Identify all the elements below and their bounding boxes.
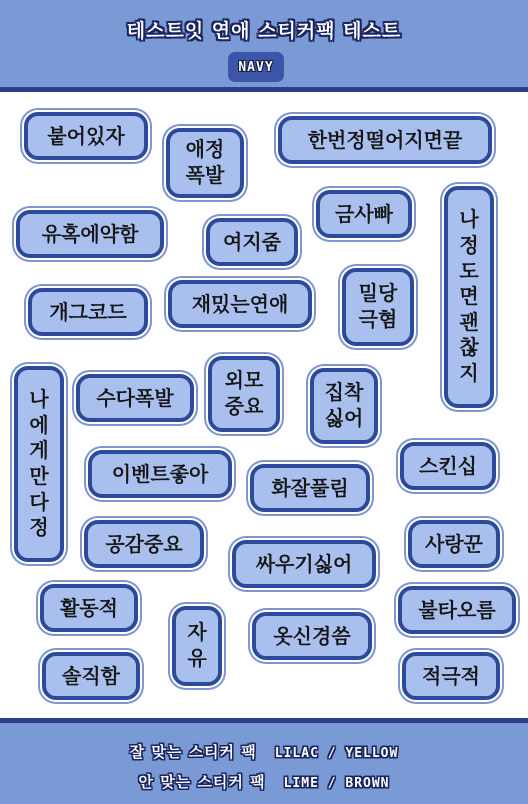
sticker-item[interactable]: 애정 폭발 xyxy=(166,128,244,198)
sticker-item[interactable]: 활동적 xyxy=(40,584,138,632)
sticker-item[interactable]: 나 에 게 만 다 정 xyxy=(14,366,64,562)
sticker-item[interactable]: 나 정 도 면 괜 찮 지 xyxy=(444,186,494,408)
sticker-item[interactable]: 싸우기싫어 xyxy=(232,540,376,588)
good-match-line xyxy=(0,741,528,762)
good-match-value: LILAC / YELLOW xyxy=(274,746,399,761)
pack-color-badge: NAVY xyxy=(228,52,284,82)
sticker-item[interactable]: 이벤트좋아 xyxy=(88,450,232,498)
sticker-item[interactable]: 여지줌 xyxy=(206,218,298,266)
sticker-item[interactable]: 적극적 xyxy=(402,652,500,700)
sticker-item[interactable]: 외모 중요 xyxy=(208,356,280,432)
sticker-item[interactable]: 솔직함 xyxy=(42,652,140,700)
sticker-item[interactable]: 옷신경씀 xyxy=(252,612,372,660)
sticker-item[interactable]: 스킨십 xyxy=(400,442,496,490)
sticker-item[interactable]: 금사빠 xyxy=(316,190,412,238)
footer-banner xyxy=(0,718,528,804)
sticker-item[interactable]: 밀당 극혐 xyxy=(342,268,414,346)
sticker-item[interactable]: 공감중요 xyxy=(84,520,204,568)
header-banner xyxy=(0,0,528,92)
sticker-sheet xyxy=(0,92,528,718)
good-match-label: 잘 맞는 스티커 팩 xyxy=(129,743,257,761)
sticker-item[interactable]: 붙어있자 xyxy=(24,112,148,160)
sticker-item[interactable]: 재밌는연애 xyxy=(168,280,312,328)
bad-match-line xyxy=(0,771,528,792)
sticker-item[interactable]: 한번정떨어지면끝 xyxy=(278,116,492,164)
bad-match-label: 안 맞는 스티커 팩 xyxy=(138,773,266,791)
sticker-item[interactable]: 사랑꾼 xyxy=(408,520,500,568)
sticker-item[interactable]: 집착 싫어 xyxy=(310,368,378,444)
sticker-item[interactable]: 유혹에약함 xyxy=(16,210,164,258)
page-title: 테스트잇 연애 스티커팩 테스트 xyxy=(126,20,402,42)
sticker-item[interactable]: 자 유 xyxy=(172,606,222,686)
sticker-item[interactable]: 수다폭발 xyxy=(76,374,194,422)
bad-match-value: LIME / BROWN xyxy=(283,776,390,791)
sticker-item[interactable]: 불타오름 xyxy=(398,586,516,634)
sticker-item[interactable]: 개그코드 xyxy=(28,288,148,336)
sticker-item[interactable]: 화잘풀림 xyxy=(250,464,370,512)
